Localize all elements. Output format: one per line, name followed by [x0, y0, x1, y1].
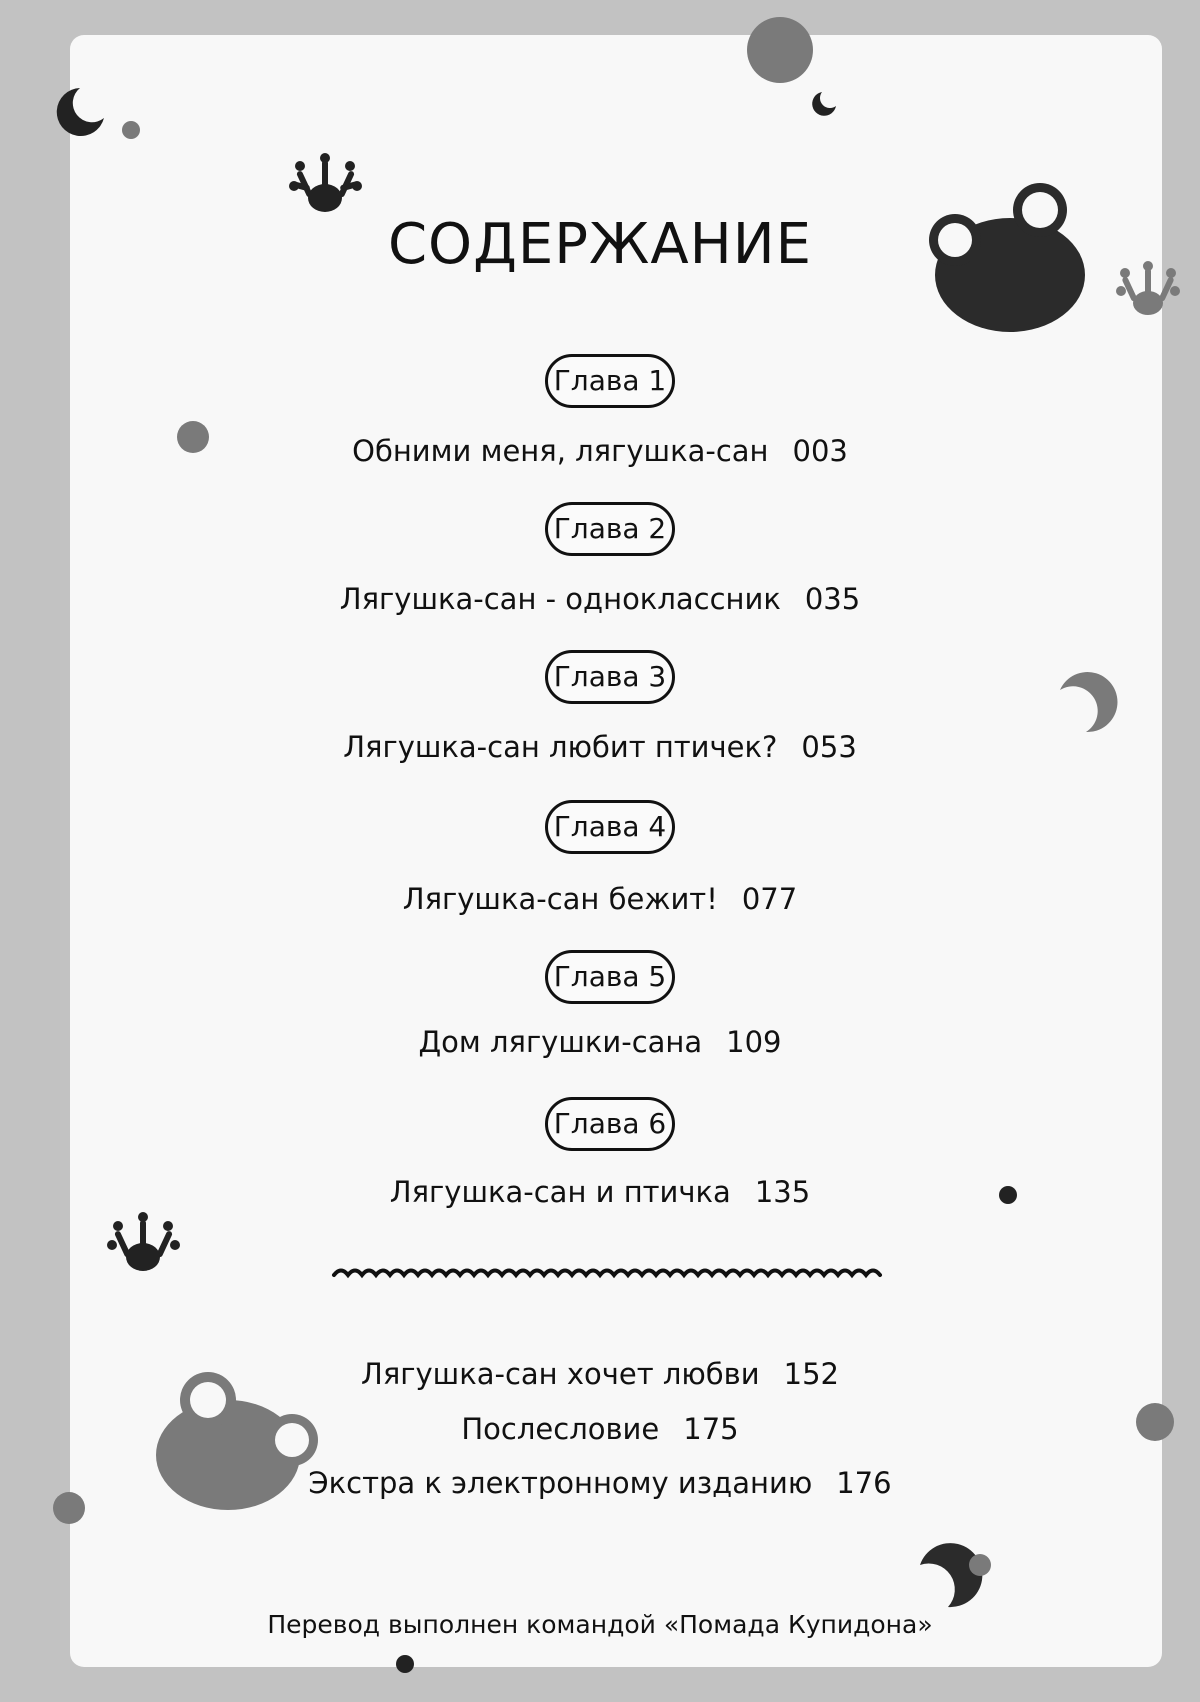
- chapter-entry-6: [0, 1175, 1200, 1209]
- extra-entry-2: [0, 1412, 1200, 1446]
- chapter-entry-4: [0, 882, 1200, 916]
- chapter-badge-5: Глава 5: [545, 950, 675, 1004]
- dot-small-top-left: [122, 121, 140, 139]
- chapter-title: Лягушка-сан любит птичек?: [343, 730, 778, 764]
- crescent-dark-bottom-icon: [920, 1543, 982, 1607]
- crescent-gray-right-icon: [1060, 672, 1117, 732]
- extra-page: 152: [783, 1357, 839, 1391]
- chapter-badge-3: Глава 3: [545, 650, 675, 704]
- crescent-small-icon: [812, 92, 836, 116]
- extra-title: Экстра к электронному изданию: [308, 1466, 813, 1500]
- chapter-page: 035: [804, 582, 861, 616]
- chapter-title: Дом лягушки-сана: [418, 1025, 703, 1059]
- chapter-page: 053: [801, 730, 857, 764]
- extra-title: Лягушка-сан хочет любви: [361, 1357, 760, 1391]
- dot-gray-top: [747, 17, 813, 83]
- chapter-entry-1: [0, 434, 1200, 468]
- chapter-badge-4: Глава 4: [545, 800, 675, 854]
- dot-gray-bottom-right-small: [969, 1554, 991, 1576]
- chapter-entry-3: [0, 730, 1200, 764]
- chapter-title: Обними меня, лягушка-сан: [352, 434, 769, 468]
- frog-foot-icon-3: [107, 1212, 180, 1271]
- chapter-badge-6: Глава 6: [545, 1097, 675, 1151]
- chapter-page: 135: [754, 1175, 811, 1209]
- chapter-badge-1: Глава 1: [545, 354, 675, 408]
- chapter-entry-2: [0, 582, 1200, 616]
- chapter-badge-2: Глава 2: [545, 502, 675, 556]
- dot-dark-bottom: [396, 1655, 414, 1673]
- extra-entry-1: [0, 1357, 1200, 1391]
- frog-foot-icon-1: [289, 153, 362, 212]
- extra-entry-3: [0, 1466, 1200, 1500]
- chapter-page: 003: [792, 434, 848, 468]
- chapter-title: Лягушка-сан бежит!: [402, 882, 718, 916]
- crescent-top-left-icon: [57, 88, 104, 136]
- wavy-divider: [330, 1262, 890, 1288]
- chapter-title: Лягушка-сан и птичка: [389, 1175, 731, 1209]
- translation-credit: Перевод выполнен командой «Помада Купидона»: [267, 1610, 933, 1639]
- chapter-entry-5: [0, 1025, 1200, 1059]
- extra-page: 175: [683, 1412, 739, 1446]
- chapter-title: Лягушка-сан - одноклассник: [339, 582, 781, 616]
- extra-page: 176: [836, 1466, 892, 1500]
- page-title: СОДЕРЖАНИЕ: [387, 212, 813, 277]
- chapter-page: 109: [726, 1025, 782, 1059]
- chapter-page: 077: [741, 882, 798, 916]
- extra-title: Послесловие: [461, 1412, 660, 1446]
